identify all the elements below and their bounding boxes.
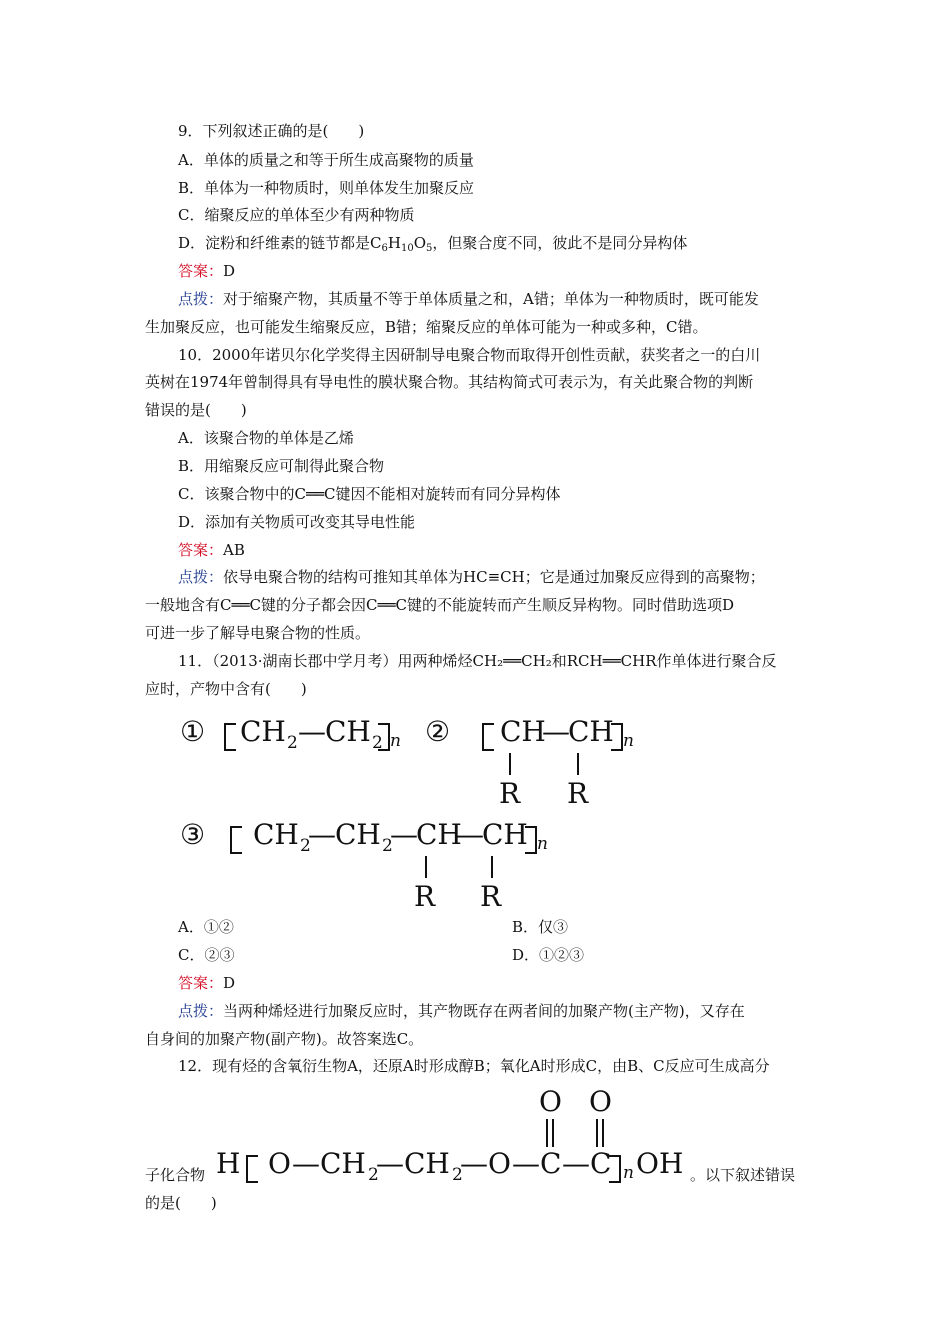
bond: —	[562, 1147, 590, 1180]
ch2-group: CH	[240, 715, 286, 748]
open-bracket	[230, 826, 242, 854]
q10-answer	[178, 540, 245, 560]
q11-hint-1	[178, 1001, 745, 1021]
formula-2	[425, 715, 665, 815]
degree-n: n	[623, 731, 634, 751]
double-bond	[602, 1119, 604, 1147]
bond: —	[376, 1147, 404, 1180]
r-group: R	[499, 777, 521, 810]
o-atom: O	[268, 1147, 291, 1180]
q10-stem-3: 错误的是( )	[145, 401, 247, 419]
o-atom: O	[539, 1085, 562, 1118]
q11-answer	[178, 973, 235, 993]
close-bracket	[609, 1155, 621, 1183]
double-bond	[552, 1119, 554, 1147]
q11-hint-2: 自身间的加聚产物(副产物)。故答案选C。	[145, 1030, 424, 1048]
r-group: R	[480, 880, 502, 913]
bond-vertical	[425, 856, 427, 878]
c-atom: C	[590, 1147, 612, 1180]
bond-vertical	[577, 753, 579, 775]
q11-option-a: A．①②	[178, 918, 234, 936]
q9-hint-2: 生加聚反应，也可能发生缩聚反应，B错；缩聚反应的单体可能为一种或多种，C错。	[145, 318, 708, 336]
bond-vertical	[509, 753, 511, 775]
hint-label: 点拨：	[178, 290, 224, 308]
double-bond	[546, 1119, 548, 1147]
q10-option-a: A．该聚合物的单体是乙烯	[178, 429, 354, 447]
ch2-group: CH	[404, 1147, 450, 1180]
r-group: R	[567, 777, 589, 810]
close-bracket	[611, 723, 623, 751]
degree-n: n	[623, 1163, 634, 1183]
h-atom: H	[216, 1147, 241, 1180]
formula-3-number: ③	[180, 818, 206, 851]
ch-group: CH	[500, 715, 546, 748]
q12-stem-3: 的是( )	[145, 1194, 217, 1212]
q9-option-c: C．缩聚反应的单体至少有两种物质	[178, 206, 415, 224]
subscript: 2	[382, 836, 393, 856]
q11-option-b: B．仅③	[512, 918, 569, 936]
bond-vertical	[491, 856, 493, 878]
subscript: 2	[300, 836, 311, 856]
q9-option-d-post: ，但聚合度不同，彼此不是同分异构体	[432, 234, 688, 252]
hint-text: 对于缩聚产物，其质量不等于单体质量之和，A错；单体为一种物质时，既可能发	[223, 290, 759, 308]
q12-stem-pre: 子化合物	[145, 1166, 206, 1184]
q9-stem: 9．下列叙述正确的是( )	[178, 122, 365, 140]
bond: —	[308, 818, 336, 851]
o-atom: O	[488, 1147, 511, 1180]
q11-option-c: C．②③	[178, 946, 235, 964]
formula-polyester	[216, 1085, 696, 1185]
degree-n: n	[390, 731, 401, 751]
q10-hint-1	[178, 567, 765, 587]
q10-stem-1: 10．2000年诺贝尔化学奖得主因研制导电聚合物而取得开创性贡献，获奖者之一的白川	[178, 346, 761, 364]
q10-option-c: C．该聚合物中的C══C键因不能相对旋转而有同分异构体	[178, 485, 561, 503]
answer-value: D	[223, 262, 236, 280]
o-atom: O	[589, 1085, 612, 1118]
formula-1-number: ①	[180, 715, 206, 748]
bond: —	[292, 1147, 320, 1180]
q9-option-d-formula-render: $C_6H_{10}O_5$	[370, 234, 433, 254]
q9-option-b: B．单体为一种物质时，则单体发生加聚反应	[178, 179, 475, 197]
q9-option-d-pre: D．淀粉和纤维素的链节都是	[178, 234, 371, 252]
formula-2-number: ②	[425, 715, 451, 748]
q9-option-a: A．单体的质量之和等于所生成高聚物的质量	[178, 151, 474, 169]
hint-label: 点拨：	[178, 568, 224, 586]
double-bond	[596, 1119, 598, 1147]
hint-label: 点拨：	[178, 1002, 224, 1020]
ch2-group: CH	[325, 715, 371, 748]
bond: —	[512, 1147, 540, 1180]
q9-option-d	[178, 233, 687, 253]
hint-text: 当两种烯烃进行加聚反应时，其产物既存在两者间的加聚产物(主产物)，又存在	[223, 1002, 745, 1020]
subscript: 2	[372, 733, 383, 753]
q11-stem-1: 11．（2013·湖南长郡中学月考）用两种烯烃CH₂══CH₂和RCH══CHR作单体进行聚合反	[178, 652, 777, 670]
answer-value: D	[223, 974, 236, 992]
answer-label: 答案：	[178, 541, 224, 559]
open-bracket	[246, 1155, 258, 1183]
bond: —	[390, 818, 418, 851]
close-bracket	[378, 723, 390, 751]
bond: —	[456, 818, 484, 851]
answer-label: 答案：	[178, 262, 224, 280]
ch-group: CH	[416, 818, 462, 851]
formula-3	[180, 818, 580, 918]
q12-stem-post: 。以下叙述错误	[690, 1166, 796, 1184]
q9-hint-1	[178, 289, 759, 309]
q10-hint-2: 一般地含有C══C键的分子都会因C══C键的不能旋转而产生顺反异构物。同时借助选项D	[145, 596, 735, 614]
q10-stem-2: 英树在1974年曾制得具有导电性的膜状聚合物。其结构简式可表示为，有关此聚合物的判断	[145, 373, 754, 391]
ch2-group: CH	[335, 818, 381, 851]
q10-option-b: B．用缩聚反应可制得此聚合物	[178, 457, 385, 475]
answer-value: AB	[223, 541, 245, 559]
q11-option-d: D．①②③	[512, 946, 585, 964]
ch2-group: CH	[320, 1147, 366, 1180]
bond: —	[542, 715, 570, 748]
c-atom: C	[540, 1147, 562, 1180]
oh-group: OH	[636, 1147, 684, 1180]
r-group: R	[414, 880, 436, 913]
answer-label: 答案：	[178, 974, 224, 992]
bond: —	[460, 1147, 488, 1180]
q12-stem-1: 12．现有烃的含氧衍生物A，还原A时形成醇B；氧化A时形成C，由B、C反应可生成高分	[178, 1057, 770, 1075]
q10-option-d: D．添加有关物质可改变其导电性能	[178, 513, 416, 531]
close-bracket	[525, 826, 537, 854]
q9-answer	[178, 261, 235, 281]
subscript: 2	[452, 1165, 463, 1185]
open-bracket	[224, 723, 236, 751]
subscript: 2	[368, 1165, 379, 1185]
ch2-group: CH	[253, 818, 299, 851]
q10-hint-3: 可进一步了解导电聚合物的性质。	[145, 624, 371, 642]
ch-group: CH	[482, 818, 528, 851]
bond: —	[298, 715, 326, 748]
open-bracket	[482, 723, 494, 751]
degree-n: n	[537, 834, 548, 854]
hint-text: 依导电聚合物的结构可推知其单体为HC≡CH；它是通过加聚反应得到的高聚物；	[223, 568, 765, 586]
q11-stem-2: 应时，产物中含有( )	[145, 680, 307, 698]
subscript: 2	[287, 733, 298, 753]
ch-group: CH	[568, 715, 614, 748]
